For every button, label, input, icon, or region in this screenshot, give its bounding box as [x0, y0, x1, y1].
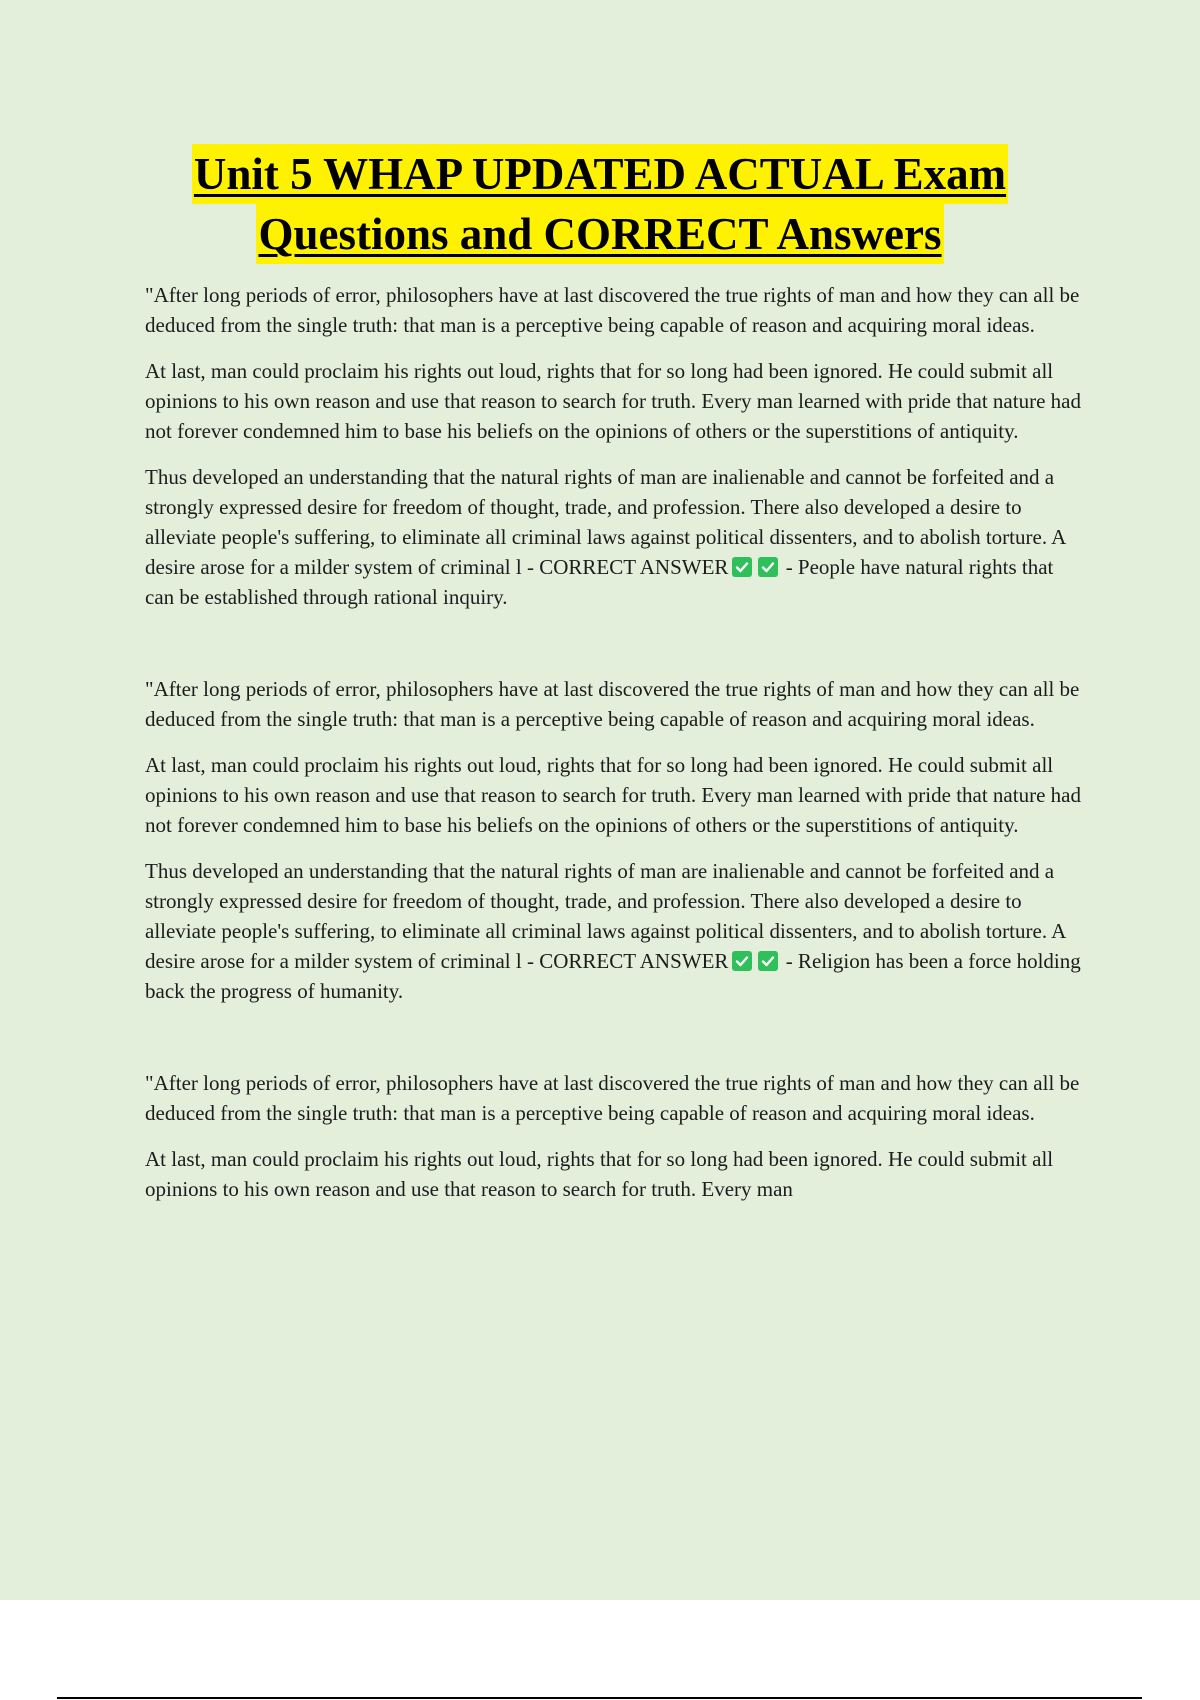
check-box-icon	[758, 557, 778, 577]
question-block-1	[145, 280, 1085, 612]
question-paragraph: At last, man could proclaim his rights out loud, rights that for so long had been ignored. He could submit all opinions to his own reason and use that reason to search for truth. Every man learned with pride that nature had not forever condemned him to base his beliefs on the opinions of others or the superstitions of antiquity.	[145, 753, 1081, 837]
title-line-2: Questions and CORRECT Answers	[256, 204, 943, 264]
question-paragraph: "After long periods of error, philosophers have at last discovered the true rights of man and how they can all be deduced from the single truth: that man is a perceptive being capable of reason and acquiring moral ideas.	[145, 1071, 1080, 1125]
question-text: Thus developed an understanding that the natural rights of man are inalienable and cannot be forfeited and a strongly expressed desire for freedom of thought, trade, and profession. There also developed a desire to alleviate people's suffering, to eliminate all criminal laws against political dissenters, and to abolish torture. A desire arose for a milder system of criminal l -	[145, 465, 1066, 579]
document-body	[145, 280, 1085, 1220]
check-box-icon	[732, 951, 752, 971]
answer-text: - Religion has been a force holding back the progress of humanity.	[145, 949, 1081, 1003]
answer-text: - People have natural rights that can be established through rational inquiry.	[145, 555, 1054, 609]
document-title	[0, 144, 1200, 264]
question-block-3	[145, 1068, 1085, 1204]
check-box-icon	[758, 951, 778, 971]
question-paragraph: At last, man could proclaim his rights out loud, rights that for so long had been ignored. He could submit all opinions to his own reason and use that reason to search for truth. Every man learned with pride that nature had not forever condemned him to base his beliefs on the opinions of others or the superstitions of antiquity.	[145, 359, 1081, 443]
question-paragraph	[145, 856, 1085, 1006]
footer-divider	[57, 1697, 1142, 1699]
question-paragraph: "After long periods of error, philosophers have at last discovered the true rights of man and how they can all be deduced from the single truth: that man is a perceptive being capable of reason and acquiring moral ideas.	[145, 283, 1080, 337]
question-text: Thus developed an understanding that the natural rights of man are inalienable and cannot be forfeited and a strongly expressed desire for freedom of thought, trade, and profession. There also developed a desire to alleviate people's suffering, to eliminate all criminal laws against political dissenters, and to abolish torture. A desire arose for a milder system of criminal l -	[145, 859, 1066, 973]
check-box-icon	[732, 557, 752, 577]
title-line-1: Unit 5 WHAP UPDATED ACTUAL Exam	[192, 144, 1008, 204]
question-paragraph: "After long periods of error, philosophers have at last discovered the true rights of man and how they can all be deduced from the single truth: that man is a perceptive being capable of reason and acquiring moral ideas.	[145, 677, 1080, 731]
correct-answer-label: CORRECT ANSWER	[539, 949, 729, 973]
question-paragraph	[145, 462, 1085, 612]
question-paragraph: At last, man could proclaim his rights out loud, rights that for so long had been ignored. He could submit all opinions to his own reason and use that reason to search for truth. Every man	[145, 1147, 1054, 1201]
correct-answer-label: CORRECT ANSWER	[539, 555, 729, 579]
question-block-2	[145, 674, 1085, 1006]
